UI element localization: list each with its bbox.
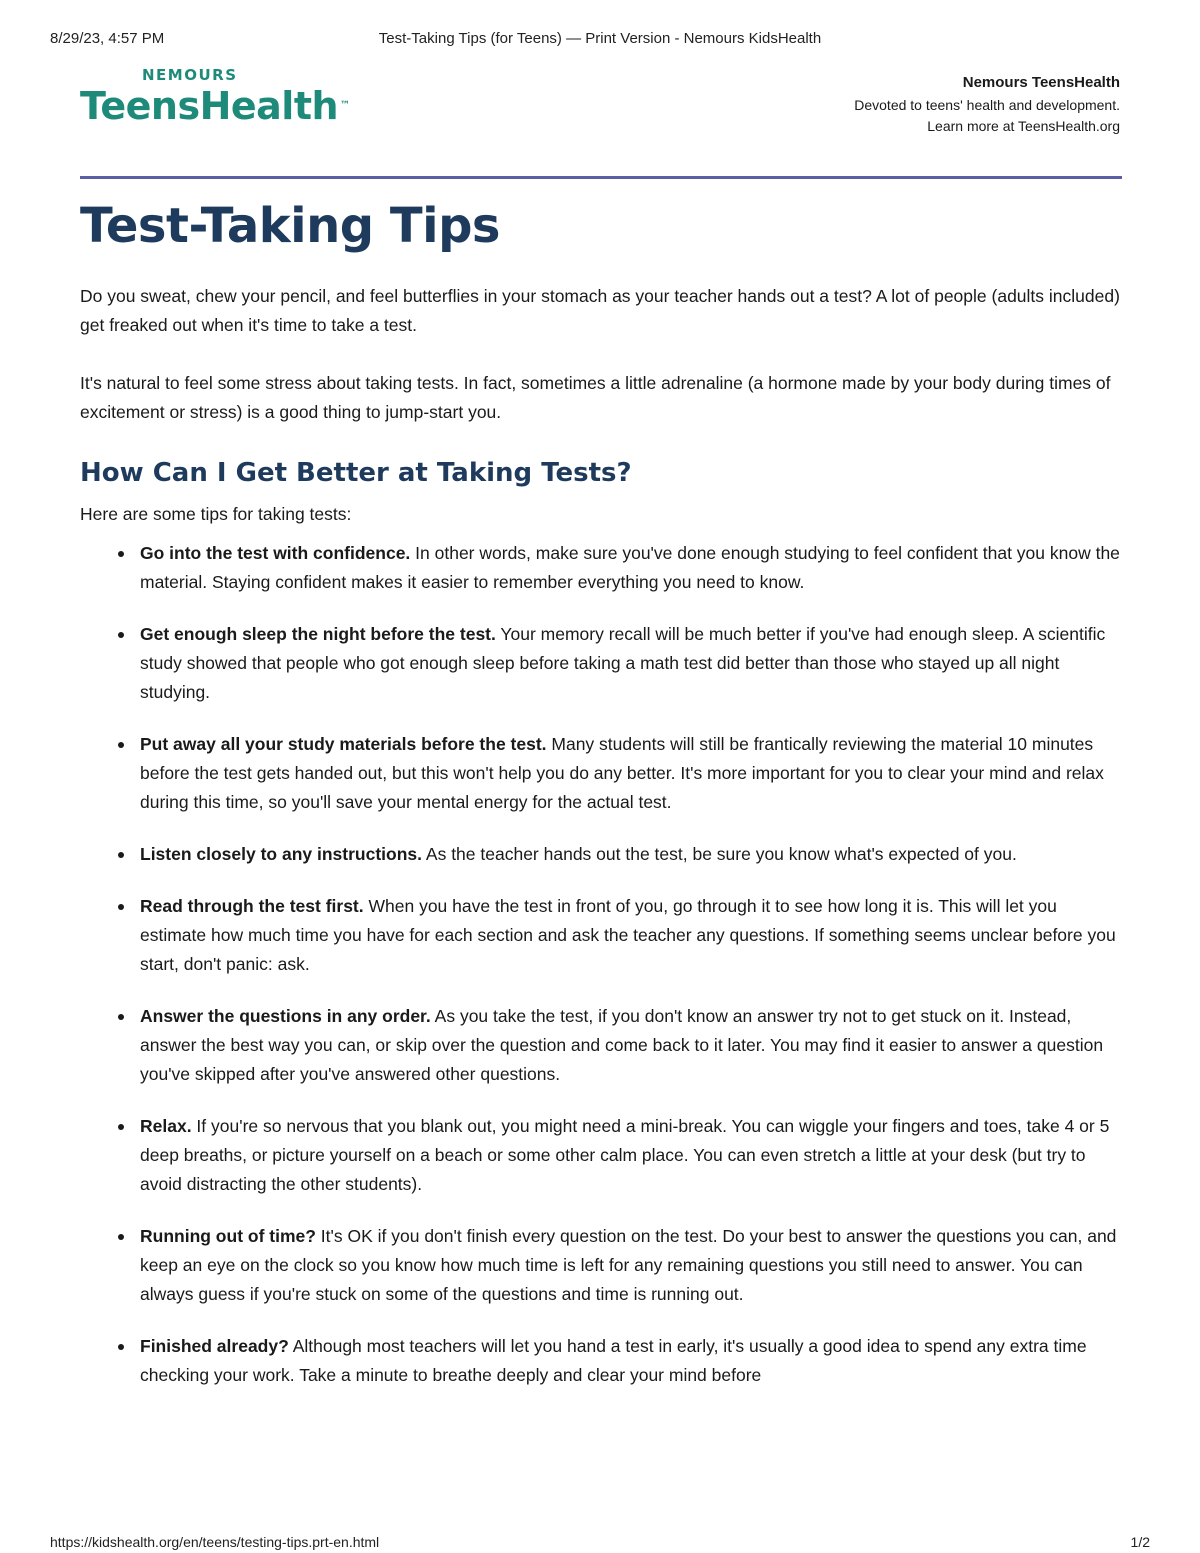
org-name: Nemours TeensHealth <box>962 74 1120 91</box>
logo-product-name: TeensHealth <box>80 84 339 128</box>
tip-text: Although most teachers will let you hand a test in early, it's usually a good idea to spend any extra time checking your work. Take a minute to breathe deeply and clear your mind before <box>140 1336 1087 1385</box>
intro-paragraph: It's natural to feel some stress about taking tests. In fact, sometimes a little adrenaline (a hormone made by your body during times of excitement or stress) is a good thing to jump-start you. <box>80 373 1111 422</box>
list-intro: Here are some tips for taking tests: <box>80 504 352 524</box>
tip-text: Your memory recall will be much better if you've had enough sleep. A scientific study showed that people who got enough sleep before taking a math test did better than those who stayed up all night studying. <box>140 624 1106 702</box>
print-page-title: Test-Taking Tips (for Teens) — Print Version - Nemours KidsHealth <box>378 30 822 47</box>
tip-text: In other words, make sure you've done enough studying to feel confident that you know the material. Staying confident makes it easier to remember everything you need to know. <box>140 543 1120 592</box>
list-item <box>140 840 1122 869</box>
list-item <box>140 1222 1122 1309</box>
tip-text: As the teacher hands out the test, be sure you know what's expected of you. <box>422 844 1017 864</box>
tip-lead: Listen closely to any instructions. <box>140 844 423 864</box>
org-info <box>854 72 1120 137</box>
page-number: 1/2 <box>1130 1534 1150 1550</box>
logo-product <box>80 86 350 126</box>
print-url[interactable]: https://kidshealth.org/en/teens/testing-tips.prt-en.html <box>50 1534 380 1550</box>
list-item <box>140 1112 1122 1199</box>
tip-lead: Read through the test first. <box>140 896 364 916</box>
article-body <box>80 282 1122 1413</box>
page-title: Test-Taking Tips <box>80 198 500 254</box>
tip-lead: Put away all your study materials before the test. <box>140 734 547 754</box>
tip-lead: Answer the questions in any order. <box>140 1006 431 1026</box>
tips-list <box>80 539 1122 1390</box>
teenshealth-logo[interactable] <box>80 66 350 126</box>
print-datetime: 8/29/23, 4:57 PM <box>50 30 165 47</box>
logo-trademark: ™ <box>340 100 350 111</box>
section-heading: How Can I Get Better at Taking Tests? <box>80 458 632 488</box>
tip-lead: Go into the test with confidence. <box>140 543 411 563</box>
list-item <box>140 1332 1122 1390</box>
intro-paragraph: Do you sweat, chew your pencil, and feel butterflies in your stomach as your teacher hands out a test? A lot of people (adults included) get freaked out when it's time to take a test. <box>80 286 1120 335</box>
logo-brand: NEMOURS <box>142 66 238 84</box>
tip-lead: Get enough sleep the night before the test. <box>140 624 496 644</box>
tip-lead: Finished already? <box>140 1336 289 1356</box>
org-tagline: Devoted to teens' health and development. <box>854 97 1120 113</box>
tip-text: As you take the test, if you don't know an answer try not to get stuck on it. Instead, answer the best way you can, or skip over the question and come back to it later. You may find it easier to answer a question you've skipped after you've answered other questions. <box>140 1006 1104 1084</box>
tip-text: When you have the test in front of you, go through it to see how long it is. This will let you estimate how much time you have for each section and ask the teacher any questions. If something seems unclear before you start, don't panic: ask. <box>140 896 1116 974</box>
tip-lead: Relax. <box>140 1116 192 1136</box>
org-learn-more[interactable]: Learn more at TeensHealth.org <box>927 118 1120 134</box>
list-item <box>140 892 1122 979</box>
tip-text: If you're so nervous that you blank out, you might need a mini-break. You can wiggle your fingers and toes, take 4 or 5 deep breaths, or picture yourself on a beach or some other calm place. You can even stretch a little at your desk (but try to avoid distracting the other students). <box>140 1116 1110 1194</box>
list-item <box>140 620 1122 707</box>
list-item <box>140 730 1122 817</box>
list-item <box>140 539 1122 597</box>
tip-text: It's OK if you don't finish every question on the test. Do your best to answer the questions you can, and keep an eye on the clock so you know how much time is left for any remaining questions you still need to answer. You can always guess if you're stuck on some of the questions and time is running out. <box>140 1226 1117 1304</box>
tip-text: Many students will still be frantically reviewing the material 10 minutes before the test gets handed out, but this won't help you do any better. It's more important for you to clear your mind and relax during this time, so you'll save your mental energy for the actual test. <box>140 734 1104 812</box>
header-divider <box>80 176 1122 179</box>
list-item <box>140 1002 1122 1089</box>
tip-lead: Running out of time? <box>140 1226 316 1246</box>
